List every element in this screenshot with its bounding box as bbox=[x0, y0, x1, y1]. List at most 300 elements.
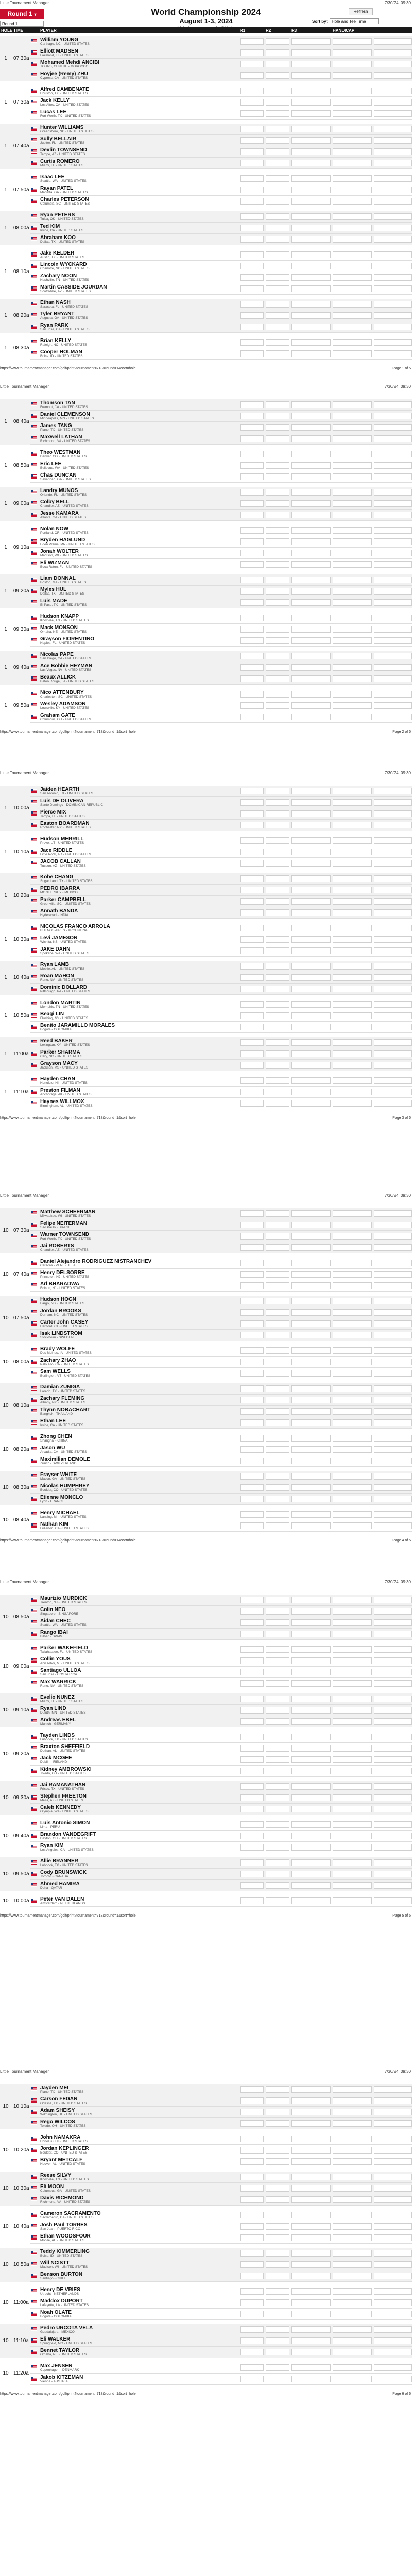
score-cell[interactable] bbox=[266, 2288, 289, 2295]
score-cell[interactable] bbox=[333, 637, 372, 644]
player-row[interactable] bbox=[30, 934, 412, 945]
score-cell[interactable] bbox=[266, 1619, 289, 1626]
score-cell[interactable] bbox=[333, 615, 372, 621]
score-cell[interactable] bbox=[266, 664, 289, 671]
player-row[interactable] bbox=[30, 299, 412, 310]
score-cell[interactable] bbox=[374, 849, 412, 855]
score-cell[interactable] bbox=[333, 462, 372, 469]
score-cell[interactable] bbox=[374, 1646, 412, 1653]
player-name[interactable]: Ryan LIND bbox=[40, 1706, 66, 1711]
player-row[interactable] bbox=[30, 689, 412, 700]
player-row[interactable] bbox=[30, 1494, 412, 1505]
player-row[interactable] bbox=[30, 2172, 412, 2183]
score-cell[interactable] bbox=[291, 213, 331, 220]
score-cell[interactable] bbox=[333, 1039, 372, 1046]
score-cell[interactable] bbox=[333, 2337, 372, 2344]
score-cell[interactable] bbox=[291, 38, 331, 45]
score-cell[interactable] bbox=[291, 1210, 331, 1217]
player-name[interactable]: Colin NEO bbox=[40, 1607, 66, 1613]
score-cell[interactable] bbox=[240, 788, 264, 794]
player-name[interactable]: Arl BHARADWA bbox=[40, 1281, 80, 1287]
score-cell[interactable] bbox=[291, 424, 331, 431]
score-cell[interactable] bbox=[333, 2196, 372, 2203]
player-row[interactable] bbox=[30, 1595, 412, 1606]
score-cell[interactable] bbox=[333, 1473, 372, 1480]
score-cell[interactable] bbox=[240, 1734, 264, 1740]
score-cell[interactable] bbox=[291, 2299, 331, 2306]
player-row[interactable] bbox=[30, 2221, 412, 2232]
score-cell[interactable] bbox=[333, 1646, 372, 1653]
score-cell[interactable] bbox=[333, 2299, 372, 2306]
score-cell[interactable] bbox=[374, 263, 412, 269]
player-row[interactable] bbox=[30, 108, 412, 120]
score-cell[interactable] bbox=[240, 312, 264, 319]
score-cell[interactable] bbox=[333, 99, 372, 106]
score-cell[interactable] bbox=[291, 148, 331, 155]
player-name[interactable]: Parker CAMPBELL bbox=[40, 897, 87, 903]
score-cell[interactable] bbox=[374, 1844, 412, 1851]
score-cell[interactable] bbox=[266, 1734, 289, 1740]
score-cell[interactable] bbox=[374, 788, 412, 794]
player-row[interactable] bbox=[30, 700, 412, 711]
player-name[interactable]: Nathan KIM bbox=[40, 1521, 68, 1527]
score-cell[interactable] bbox=[374, 324, 412, 330]
score-cell[interactable] bbox=[266, 1897, 289, 1904]
score-cell[interactable] bbox=[374, 1039, 412, 1046]
player-row[interactable] bbox=[30, 1831, 412, 1842]
score-cell[interactable] bbox=[240, 615, 264, 621]
score-cell[interactable] bbox=[266, 2261, 289, 2268]
score-cell[interactable] bbox=[374, 175, 412, 182]
score-cell[interactable] bbox=[240, 1089, 264, 1095]
score-cell[interactable] bbox=[374, 251, 412, 258]
score-cell[interactable] bbox=[374, 2185, 412, 2192]
score-cell[interactable] bbox=[291, 1473, 331, 1480]
score-cell[interactable] bbox=[266, 2311, 289, 2317]
player-name[interactable]: Beagi LIN bbox=[40, 1011, 64, 1017]
player-row[interactable] bbox=[30, 896, 412, 907]
score-cell[interactable] bbox=[374, 2158, 412, 2165]
player-name[interactable]: Benson BURTON bbox=[40, 2272, 83, 2277]
score-cell[interactable] bbox=[266, 1089, 289, 1095]
score-cell[interactable] bbox=[266, 936, 289, 943]
score-cell[interactable] bbox=[291, 2288, 331, 2295]
score-cell[interactable] bbox=[266, 126, 289, 132]
score-cell[interactable] bbox=[240, 160, 264, 166]
score-cell[interactable] bbox=[374, 1783, 412, 1790]
score-cell[interactable] bbox=[266, 1210, 289, 1217]
score-cell[interactable] bbox=[240, 2109, 264, 2115]
score-cell[interactable] bbox=[333, 2223, 372, 2230]
score-cell[interactable] bbox=[374, 350, 412, 357]
player-name[interactable]: Jason WU bbox=[40, 1445, 65, 1451]
score-cell[interactable] bbox=[291, 2086, 331, 2093]
player-row[interactable] bbox=[30, 1716, 412, 1727]
player-name[interactable]: Evelio NUNEZ bbox=[40, 1694, 75, 1700]
player-name[interactable]: Stephen FREETON bbox=[40, 1793, 87, 1799]
score-cell[interactable] bbox=[240, 2212, 264, 2218]
score-cell[interactable] bbox=[333, 691, 372, 698]
score-cell[interactable] bbox=[333, 285, 372, 292]
score-cell[interactable] bbox=[240, 837, 264, 844]
score-cell[interactable] bbox=[333, 1359, 372, 1365]
player-row[interactable] bbox=[30, 1060, 412, 1071]
score-cell[interactable] bbox=[333, 538, 372, 545]
score-cell[interactable] bbox=[374, 1511, 412, 1518]
score-cell[interactable] bbox=[240, 1646, 264, 1653]
score-cell[interactable] bbox=[291, 588, 331, 595]
score-cell[interactable] bbox=[291, 1783, 331, 1790]
score-cell[interactable] bbox=[333, 1882, 372, 1889]
score-cell[interactable] bbox=[266, 1100, 289, 1107]
player-row[interactable] bbox=[30, 135, 412, 146]
score-cell[interactable] bbox=[266, 1419, 289, 1426]
player-name[interactable]: Grayson FIORENTINO bbox=[40, 636, 95, 642]
score-cell[interactable] bbox=[291, 1347, 331, 1354]
score-cell[interactable] bbox=[240, 1669, 264, 1675]
score-cell[interactable] bbox=[374, 1332, 412, 1338]
score-cell[interactable] bbox=[240, 577, 264, 583]
player-row[interactable] bbox=[30, 173, 412, 184]
player-row[interactable] bbox=[30, 873, 412, 885]
score-cell[interactable] bbox=[333, 274, 372, 281]
score-cell[interactable] bbox=[266, 1347, 289, 1354]
score-cell[interactable] bbox=[291, 936, 331, 943]
score-cell[interactable] bbox=[374, 1794, 412, 1801]
score-cell[interactable] bbox=[333, 1696, 372, 1702]
score-cell[interactable] bbox=[291, 1631, 331, 1637]
score-cell[interactable] bbox=[374, 588, 412, 595]
player-name[interactable]: Thynn NOBACHART bbox=[40, 1407, 91, 1413]
player-row[interactable] bbox=[30, 1880, 412, 1891]
score-cell[interactable] bbox=[240, 72, 264, 79]
score-cell[interactable] bbox=[240, 2250, 264, 2257]
score-cell[interactable] bbox=[240, 1347, 264, 1354]
score-cell[interactable] bbox=[374, 1100, 412, 1107]
player-name[interactable]: Jordan BROOKS bbox=[40, 1308, 82, 1314]
score-cell[interactable] bbox=[240, 626, 264, 633]
score-cell[interactable] bbox=[374, 909, 412, 916]
score-cell[interactable] bbox=[266, 1597, 289, 1603]
player-row[interactable] bbox=[30, 1258, 412, 1269]
player-row[interactable] bbox=[30, 1318, 412, 1330]
score-cell[interactable] bbox=[291, 263, 331, 269]
player-row[interactable] bbox=[30, 223, 412, 234]
player-row[interactable] bbox=[30, 1368, 412, 1379]
player-row[interactable] bbox=[30, 1743, 412, 1754]
player-name[interactable]: Max WARRICK bbox=[40, 1679, 77, 1685]
score-cell[interactable] bbox=[240, 1435, 264, 1442]
score-cell[interactable] bbox=[291, 963, 331, 970]
score-cell[interactable] bbox=[333, 512, 372, 518]
score-cell[interactable] bbox=[240, 236, 264, 243]
score-cell[interactable] bbox=[374, 1024, 412, 1030]
score-cell[interactable] bbox=[240, 1385, 264, 1392]
score-cell[interactable] bbox=[374, 898, 412, 905]
score-cell[interactable] bbox=[333, 236, 372, 243]
player-name[interactable]: Henry MICHAEL bbox=[40, 1510, 80, 1516]
score-cell[interactable] bbox=[333, 702, 372, 709]
player-row[interactable] bbox=[30, 2374, 412, 2385]
score-cell[interactable] bbox=[291, 1718, 331, 1725]
score-cell[interactable] bbox=[240, 599, 264, 606]
score-cell[interactable] bbox=[291, 1024, 331, 1030]
score-cell[interactable] bbox=[266, 1320, 289, 1327]
score-cell[interactable] bbox=[374, 301, 412, 308]
score-cell[interactable] bbox=[374, 2261, 412, 2268]
score-cell[interactable] bbox=[266, 1024, 289, 1030]
score-cell[interactable] bbox=[240, 1882, 264, 1889]
score-cell[interactable] bbox=[266, 909, 289, 916]
score-cell[interactable] bbox=[266, 2273, 289, 2279]
score-cell[interactable] bbox=[291, 1012, 331, 1019]
player-name[interactable]: Jakob KITZEMAN bbox=[40, 2375, 83, 2380]
score-cell[interactable] bbox=[291, 251, 331, 258]
score-cell[interactable] bbox=[240, 1001, 264, 1008]
score-cell[interactable] bbox=[240, 875, 264, 882]
score-cell[interactable] bbox=[266, 1077, 289, 1084]
player-name[interactable]: Eli WIZMAN bbox=[40, 560, 70, 566]
player-row[interactable] bbox=[30, 1655, 412, 1667]
player-row[interactable] bbox=[30, 422, 412, 433]
score-cell[interactable] bbox=[291, 1100, 331, 1107]
score-cell[interactable] bbox=[266, 1473, 289, 1480]
player-name[interactable]: Eric LEE bbox=[40, 461, 62, 467]
score-cell[interactable] bbox=[333, 1458, 372, 1464]
score-cell[interactable] bbox=[333, 550, 372, 556]
player-name[interactable]: Bennet TAYLOR bbox=[40, 2348, 80, 2353]
score-cell[interactable] bbox=[333, 1320, 372, 1327]
score-cell[interactable] bbox=[240, 527, 264, 534]
score-cell[interactable] bbox=[240, 1446, 264, 1453]
player-row[interactable] bbox=[30, 820, 412, 831]
player-row[interactable] bbox=[30, 1383, 412, 1395]
player-name[interactable]: Kidney AMBROWSKI bbox=[40, 1767, 92, 1772]
player-row[interactable] bbox=[30, 2309, 412, 2320]
score-cell[interactable] bbox=[333, 225, 372, 231]
score-cell[interactable] bbox=[240, 1233, 264, 1240]
score-cell[interactable] bbox=[240, 936, 264, 943]
score-cell[interactable] bbox=[333, 2261, 372, 2268]
player-name[interactable]: Jack KELLY bbox=[40, 98, 70, 104]
player-name[interactable]: Etienne MONCLO bbox=[40, 1495, 83, 1500]
score-cell[interactable] bbox=[266, 285, 289, 292]
player-row[interactable] bbox=[30, 2084, 412, 2095]
score-cell[interactable] bbox=[266, 2158, 289, 2165]
score-cell[interactable] bbox=[266, 561, 289, 568]
score-cell[interactable] bbox=[291, 236, 331, 243]
score-cell[interactable] bbox=[240, 148, 264, 155]
score-cell[interactable] bbox=[291, 451, 331, 457]
player-row[interactable] bbox=[30, 1296, 412, 1307]
score-cell[interactable] bbox=[266, 99, 289, 106]
score-cell[interactable] bbox=[374, 49, 412, 56]
score-cell[interactable] bbox=[333, 1783, 372, 1790]
player-row[interactable] bbox=[30, 1395, 412, 1406]
player-name[interactable]: Charles PETERSON bbox=[40, 197, 89, 202]
score-cell[interactable] bbox=[291, 1756, 331, 1763]
player-row[interactable] bbox=[30, 1357, 412, 1368]
score-cell[interactable] bbox=[333, 653, 372, 659]
score-cell[interactable] bbox=[291, 160, 331, 166]
score-cell[interactable] bbox=[266, 860, 289, 867]
score-cell[interactable] bbox=[266, 198, 289, 205]
score-cell[interactable] bbox=[240, 1359, 264, 1365]
player-row[interactable] bbox=[30, 945, 412, 957]
player-name[interactable]: Jake KELDER bbox=[40, 250, 75, 256]
score-cell[interactable] bbox=[266, 312, 289, 319]
score-cell[interactable] bbox=[240, 1859, 264, 1866]
player-row[interactable] bbox=[30, 348, 412, 360]
score-cell[interactable] bbox=[266, 538, 289, 545]
score-cell[interactable] bbox=[240, 1077, 264, 1084]
score-cell[interactable] bbox=[374, 424, 412, 431]
player-row[interactable] bbox=[30, 2210, 412, 2221]
score-cell[interactable] bbox=[291, 1309, 331, 1316]
score-cell[interactable] bbox=[266, 2097, 289, 2104]
score-cell[interactable] bbox=[291, 413, 331, 419]
score-cell[interactable] bbox=[240, 489, 264, 496]
score-cell[interactable] bbox=[374, 675, 412, 682]
score-cell[interactable] bbox=[240, 251, 264, 258]
player-name[interactable]: Hudson MERRILL bbox=[40, 836, 84, 842]
score-cell[interactable] bbox=[240, 2234, 264, 2241]
score-cell[interactable] bbox=[266, 2086, 289, 2093]
score-cell[interactable] bbox=[291, 225, 331, 231]
player-name[interactable]: Bryden HAGLUND bbox=[40, 537, 85, 543]
score-cell[interactable] bbox=[266, 799, 289, 806]
score-cell[interactable] bbox=[240, 1844, 264, 1851]
player-row[interactable] bbox=[30, 586, 412, 597]
score-cell[interactable] bbox=[333, 1522, 372, 1529]
score-cell[interactable] bbox=[291, 2196, 331, 2203]
player-row[interactable] bbox=[30, 2248, 412, 2259]
score-cell[interactable] bbox=[333, 2158, 372, 2165]
score-cell[interactable] bbox=[291, 175, 331, 182]
player-name[interactable]: Curtis ROMERO bbox=[40, 159, 80, 164]
player-name[interactable]: Hoyjee (Remy) ZHU bbox=[40, 71, 88, 77]
score-cell[interactable] bbox=[333, 561, 372, 568]
round-select[interactable]: Round 1 bbox=[0, 21, 44, 27]
player-row[interactable] bbox=[30, 1471, 412, 1482]
score-cell[interactable] bbox=[291, 61, 331, 67]
score-cell[interactable] bbox=[374, 810, 412, 817]
player-name[interactable]: Ethan LEE bbox=[40, 1418, 66, 1424]
score-cell[interactable] bbox=[266, 137, 289, 144]
score-cell[interactable] bbox=[333, 2147, 372, 2154]
player-row[interactable] bbox=[30, 1231, 412, 1242]
score-cell[interactable] bbox=[240, 1657, 264, 1664]
score-cell[interactable] bbox=[291, 2174, 331, 2180]
score-cell[interactable] bbox=[240, 561, 264, 568]
score-cell[interactable] bbox=[266, 213, 289, 220]
score-cell[interactable] bbox=[266, 263, 289, 269]
score-cell[interactable] bbox=[240, 1496, 264, 1502]
score-cell[interactable] bbox=[266, 339, 289, 346]
score-cell[interactable] bbox=[333, 1619, 372, 1626]
score-cell[interactable] bbox=[266, 1298, 289, 1304]
player-name[interactable]: Eli MOON bbox=[40, 2184, 64, 2190]
player-name[interactable]: Benito JARAMILLO MORALES bbox=[40, 1023, 115, 1028]
score-cell[interactable] bbox=[291, 2147, 331, 2154]
score-cell[interactable] bbox=[333, 1608, 372, 1615]
score-cell[interactable] bbox=[333, 2311, 372, 2317]
score-cell[interactable] bbox=[266, 88, 289, 94]
score-cell[interactable] bbox=[333, 1496, 372, 1502]
score-cell[interactable] bbox=[291, 1089, 331, 1095]
player-name[interactable]: Matthew SCHEERMAN bbox=[40, 1209, 96, 1215]
player-name[interactable]: Devlin TOWNSEND bbox=[40, 147, 87, 153]
score-cell[interactable] bbox=[333, 1435, 372, 1442]
score-cell[interactable] bbox=[374, 1062, 412, 1069]
player-row[interactable] bbox=[30, 1644, 412, 1655]
score-cell[interactable] bbox=[374, 986, 412, 992]
score-cell[interactable] bbox=[333, 1089, 372, 1095]
player-row[interactable] bbox=[30, 1280, 412, 1292]
score-cell[interactable] bbox=[333, 714, 372, 720]
player-row[interactable] bbox=[30, 1345, 412, 1357]
player-row[interactable] bbox=[30, 1678, 412, 1689]
score-cell[interactable] bbox=[333, 1718, 372, 1725]
score-cell[interactable] bbox=[291, 1385, 331, 1392]
score-cell[interactable] bbox=[291, 1619, 331, 1626]
score-cell[interactable] bbox=[266, 1657, 289, 1664]
player-name[interactable]: Ryan PETERS bbox=[40, 212, 75, 218]
score-cell[interactable] bbox=[374, 2174, 412, 2180]
score-cell[interactable] bbox=[266, 2120, 289, 2127]
score-cell[interactable] bbox=[374, 1077, 412, 1084]
score-cell[interactable] bbox=[333, 1282, 372, 1289]
player-name[interactable]: Andreas EBEL bbox=[40, 1717, 76, 1723]
score-cell[interactable] bbox=[374, 822, 412, 828]
player-name[interactable]: Reese SILVY bbox=[40, 2173, 72, 2178]
score-cell[interactable] bbox=[374, 1734, 412, 1740]
score-cell[interactable] bbox=[240, 702, 264, 709]
score-cell[interactable] bbox=[291, 2223, 331, 2230]
player-row[interactable] bbox=[30, 1219, 412, 1231]
score-cell[interactable] bbox=[240, 2261, 264, 2268]
score-cell[interactable] bbox=[374, 1012, 412, 1019]
score-cell[interactable] bbox=[240, 2326, 264, 2333]
score-cell[interactable] bbox=[374, 1309, 412, 1316]
score-cell[interactable] bbox=[240, 137, 264, 144]
score-cell[interactable] bbox=[266, 849, 289, 855]
score-cell[interactable] bbox=[291, 1859, 331, 1866]
score-cell[interactable] bbox=[333, 2326, 372, 2333]
score-cell[interactable] bbox=[333, 2349, 372, 2355]
player-row[interactable] bbox=[30, 1869, 412, 1880]
player-name[interactable]: Jai RAMANATHAN bbox=[40, 1782, 86, 1788]
score-cell[interactable] bbox=[333, 1100, 372, 1107]
score-cell[interactable] bbox=[374, 1050, 412, 1057]
player-row[interactable] bbox=[30, 2194, 412, 2206]
score-cell[interactable] bbox=[291, 2376, 331, 2382]
score-cell[interactable] bbox=[374, 1435, 412, 1442]
score-cell[interactable] bbox=[291, 1222, 331, 1228]
player-name[interactable]: Luis DE OLIVERA bbox=[40, 798, 84, 804]
score-cell[interactable] bbox=[374, 1768, 412, 1774]
score-cell[interactable] bbox=[374, 1260, 412, 1266]
player-name[interactable]: Jace RIDDLE bbox=[40, 848, 73, 853]
player-name[interactable]: Annath BANDA bbox=[40, 908, 78, 914]
score-cell[interactable] bbox=[333, 664, 372, 671]
player-name[interactable]: Braxton SHEFFIELD bbox=[40, 1744, 90, 1750]
score-cell[interactable] bbox=[240, 1680, 264, 1687]
score-cell[interactable] bbox=[374, 1282, 412, 1289]
player-row[interactable] bbox=[30, 487, 412, 498]
score-cell[interactable] bbox=[374, 1859, 412, 1866]
score-cell[interactable] bbox=[266, 1050, 289, 1057]
